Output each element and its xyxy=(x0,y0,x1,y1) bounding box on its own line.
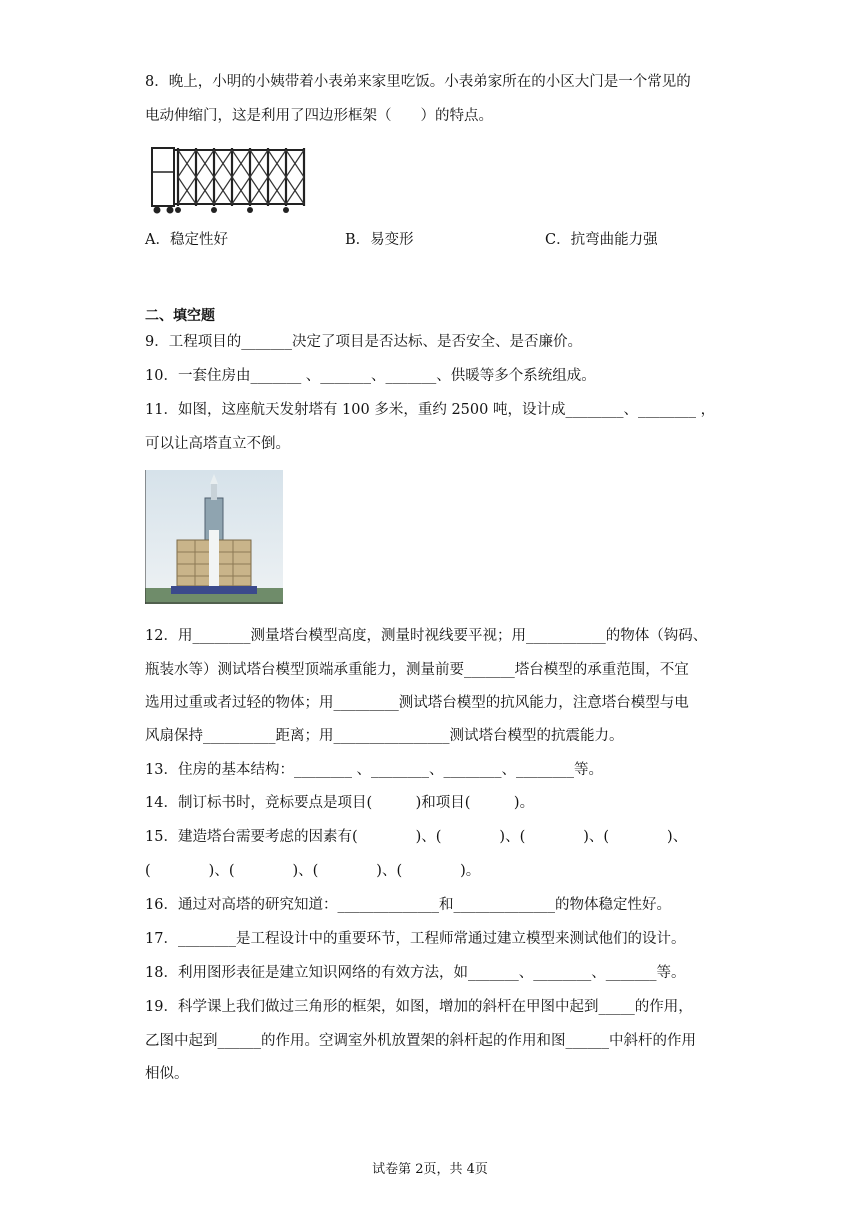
section-heading: 二、填空题 xyxy=(145,308,215,324)
question-11-line-1: 11．如图，这座航天发射塔有 100 多米，重约 2500 吨，设计成________、________ ， xyxy=(145,402,716,418)
question-8-line-1: 8．晚上，小明的小姨带着小表弟来家里吃饭。小表弟家所在的小区大门是一个常见的 xyxy=(145,74,691,90)
question-18: 18．利用图形表征是建立知识网络的有效方法，如_______、________、_______等。 xyxy=(145,965,686,981)
question-14: 14．制订标书时，竞标要点是项目( )和项目( )。 xyxy=(145,795,535,811)
question-19-line-1: 19．科学课上我们做过三角形的框架，如图，增加的斜杆在甲图中起到_____的作用， xyxy=(145,999,693,1015)
question-13: 13．住房的基本结构：________ 、________、________、________等。 xyxy=(145,762,604,778)
question-11-line-2: 可以让高塔直立不倒。 xyxy=(145,436,290,452)
question-15-line-2: ( )、( )、( )、( )。 xyxy=(145,863,481,879)
question-8-line-2: 电动伸缩门，这是利用了四边形框架（ ）的特点。 xyxy=(145,108,493,124)
option-b: B．易变形 xyxy=(345,232,414,248)
option-c: C．抗弯曲能力强 xyxy=(545,232,658,248)
question-12-line-2: 瓶装水等）测试塔台模型顶端承重能力，测量前要_______塔台模型的承重范围，不宜 xyxy=(145,662,689,678)
option-a: A．稳定性好 xyxy=(145,232,228,248)
question-9: 9．工程项目的_______决定了项目是否达标、是否安全、是否廉价。 xyxy=(145,334,582,350)
question-12-line-4: 风扇保持__________距离；用________________测试塔台模型的抗震能力。 xyxy=(145,728,624,744)
question-19-line-2: 乙图中起到______的作用。空调室外机放置架的斜杆起的作用和图______中斜杆的作用 xyxy=(145,1033,696,1049)
question-16: 16．通过对高塔的研究知道：______________和______________的物体稳定性好。 xyxy=(145,897,671,913)
question-17: 17．________是工程设计中的重要环节，工程师常通过建立模型来测试他们的设计。 xyxy=(145,931,686,947)
question-10: 10．一套住房由_______ 、_______、_______、供暖等多个系统组成。 xyxy=(145,368,596,384)
launch-tower-image xyxy=(145,470,283,604)
question-15-line-1: 15．建造塔台需要考虑的因素有( )、( )、( )、( )、 xyxy=(145,829,688,845)
retractable-gate-image xyxy=(148,142,308,216)
question-19-line-3: 相似。 xyxy=(145,1066,189,1082)
question-12-line-1: 12．用________测量塔台模型高度，测量时视线要平视；用___________的物体（钩码、 xyxy=(145,628,708,644)
page-footer: 试卷第 2页，共 4页 xyxy=(372,1162,488,1177)
question-12-line-3: 选用过重或者过轻的物体；用_________测试塔台模型的抗风能力，注意塔台模型与电 xyxy=(145,695,689,711)
